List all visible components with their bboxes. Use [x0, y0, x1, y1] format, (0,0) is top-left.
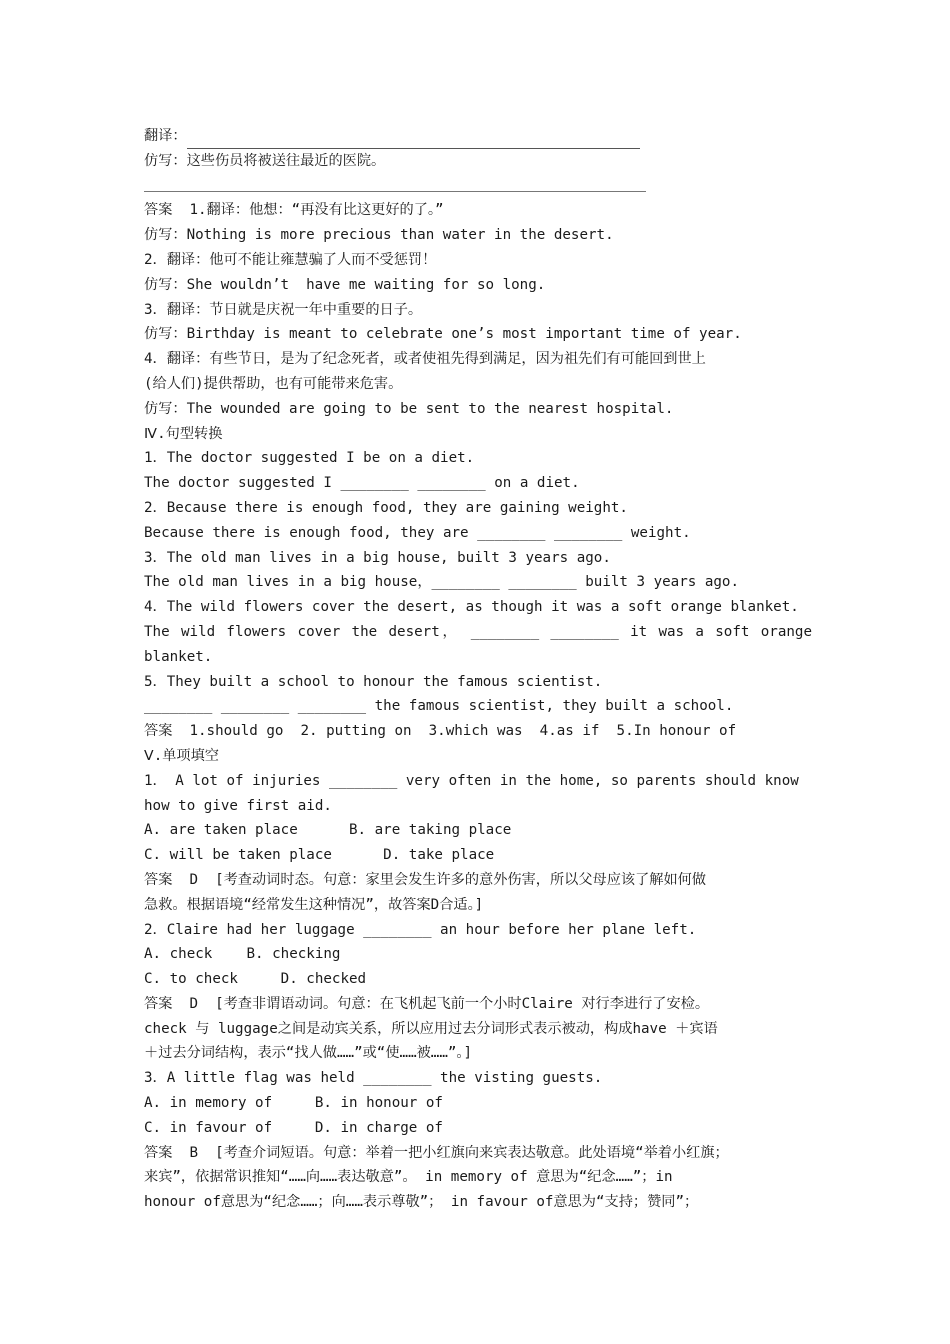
question-line: 2．Claire had her luggage ________ an hour before her plane left. [144, 921, 697, 938]
text-line: 仿写：Nothing is more precious than water in the desert. [144, 227, 614, 244]
option-line: A. in memory of B. in honour of [144, 1095, 443, 1112]
question-line: blanket. [144, 648, 213, 665]
option-line: C. will be taken place D. take place [144, 847, 495, 864]
blank-answer-line [144, 174, 812, 199]
text-line: 仿写：The wounded are going to be sent to the nearest hospital. [144, 400, 674, 417]
question-line: how to give first aid. [144, 797, 332, 814]
translation-prompt: 翻译： [144, 124, 812, 149]
answer-line: 来宾”，依据常识推知“……向……表达敬意”。 in memory of 意思为“纪念……”；in [144, 1169, 673, 1186]
section-heading: Ⅳ.句型转换 [144, 425, 223, 442]
question-line: ________ ________ ________ the famous scientist, they built a school. [144, 698, 734, 715]
text-line: (给人们)提供帮助，也有可能带来危害。 [144, 375, 403, 392]
answer-line: 答案 1.翻译：他想：“再没有比这更好的了。” [144, 202, 444, 219]
text-line: 仿写：Birthday is meant to celebrate one’s most important time of year. [144, 326, 742, 343]
answer-line: 答案 D [考查动词时态。句意：家里会发生许多的意外伤害，所以父母应该了解如何做 [144, 871, 707, 888]
blank-underline [187, 132, 640, 149]
question-line: The doctor suggested I ________ ________ on a diet. [144, 475, 580, 492]
question-line: Because there is enough food, they are ________ ________ weight. [144, 524, 691, 541]
option-line: C. to check D. checked [144, 971, 367, 988]
text-line: 3．翻译：节日就是庆祝一年中重要的日子。 [144, 301, 423, 318]
answer-line: 答案 1.should go 2. putting on 3.which was 4.as if 5.In honour of [144, 723, 737, 740]
text-line: 2．翻译：他可不能让雍慧骗了人而不受惩罚！ [144, 251, 437, 268]
option-line: A. are taken place B. are taking place [144, 822, 512, 839]
answer-line: ＋过去分词结构，表示“找人做……”或“使……被……”。] [144, 1045, 473, 1062]
text-line: 4．翻译：有些节日，是为了纪念死者，或者使祖先得到满足，因为祖先们有可能回到世上 [144, 351, 706, 368]
answer-line: 急救。根据语境“经常发生这种情况”，故答案D合适。] [144, 896, 484, 913]
question-line: 4．The wild flowers cover the desert, as though it was a soft orange blanket. [144, 599, 799, 616]
answer-line: 答案 B [考查介词短语。句意：举着一把小红旗向来宾表达敬意。此处语境“举着小红旗； [144, 1144, 729, 1161]
answer-line: honour of意思为“纪念……；向……表示尊敬”； in favour of意思为“支持；赞同”； [144, 1194, 699, 1211]
option-line: C. in favour of D. in charge of [144, 1119, 443, 1136]
question-line: 1．The doctor suggested I be on a diet. [144, 450, 475, 467]
question-line: 3．A little flag was held ________ the visting guests. [144, 1070, 603, 1087]
question-line: The wild flowers cover the desert， ________ ________ it was a soft orange [144, 623, 812, 640]
text-line: 仿写：She wouldn’t have me waiting for so long. [144, 276, 546, 293]
question-line: 1． A lot of injuries ________ very often in the home, so parents should know [144, 772, 799, 789]
question-line: 3．The old man lives in a big house, built 3 years ago. [144, 549, 611, 566]
question-line: 5．They built a school to honour the famous scientist. [144, 673, 603, 690]
answer-line: check 与 luggage之间是动宾关系，所以应用过去分词形式表示被动，构成have ＋宾语 [144, 1020, 718, 1037]
section-heading: Ⅴ.单项填空 [144, 747, 219, 764]
answer-line: 答案 D [考查非谓语动词。句意：在飞机起飞前一个小时Claire 对行李进行了安检。 [144, 995, 710, 1012]
imitation-prompt: 仿写：这些伤员将被送往最近的医院。 [144, 152, 386, 169]
option-line: A. check B. checking [144, 946, 341, 963]
question-line: The old man lives in a big house，________ ________ built 3 years ago. [144, 574, 740, 591]
question-line: 2．Because there is enough food, they are gaining weight. [144, 499, 628, 516]
document-page [144, 124, 812, 1215]
